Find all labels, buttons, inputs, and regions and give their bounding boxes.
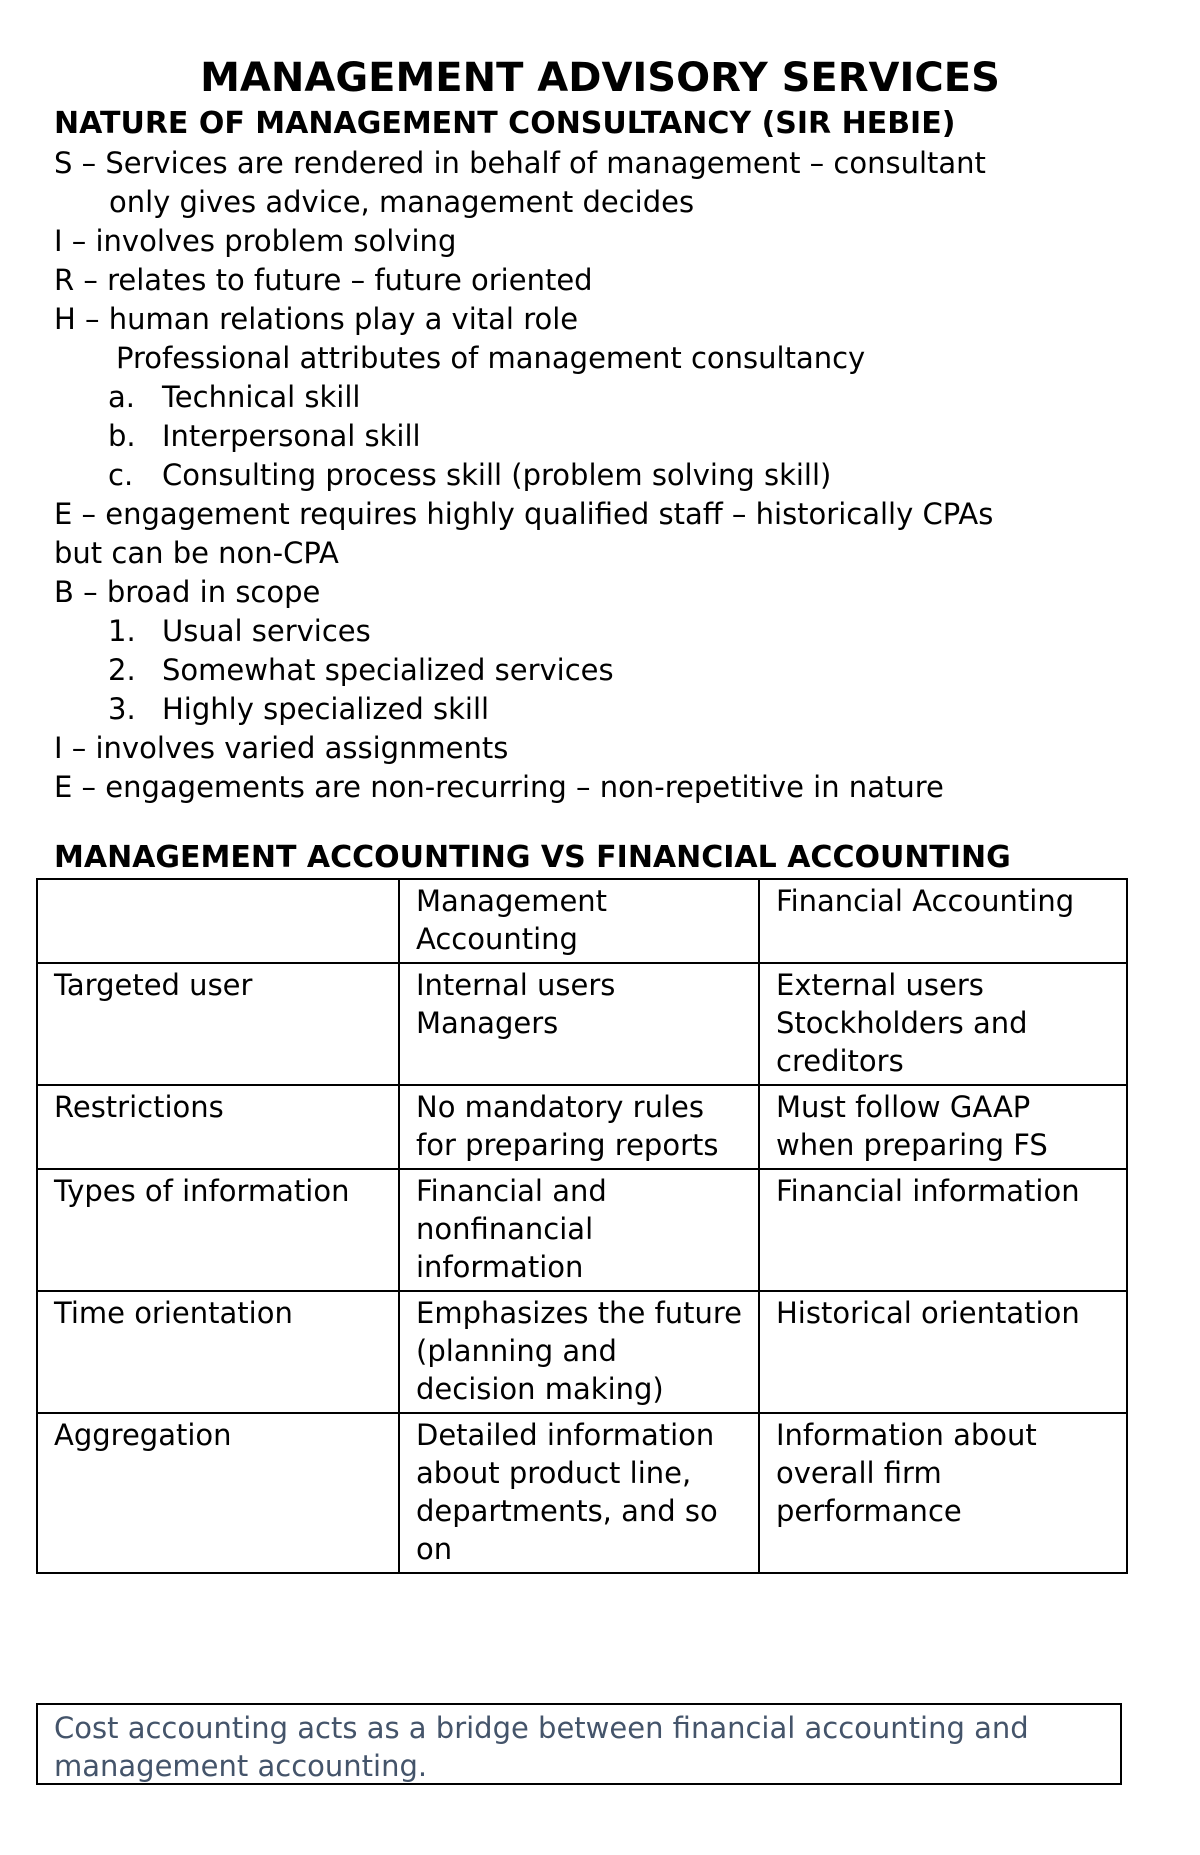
page-title: MANAGEMENT ADVISORY SERVICES bbox=[200, 55, 1000, 101]
management-cell bbox=[399, 1413, 759, 1573]
financial-cell bbox=[759, 1291, 1127, 1413]
list-item-text: Highly specialized skill bbox=[162, 692, 490, 726]
cell-line: Historical orientation bbox=[776, 1296, 1080, 1330]
cell-line: Financial information bbox=[776, 1174, 1080, 1208]
cell-line: Detailed information about product line, departments, and so on bbox=[416, 1418, 718, 1566]
management-cell bbox=[399, 963, 759, 1085]
cell-line: Stockholders and creditors bbox=[776, 1006, 1028, 1078]
financial-cell bbox=[759, 1169, 1127, 1291]
table-row bbox=[37, 1169, 1127, 1291]
list-item-text: Consulting process skill (problem solving skill) bbox=[162, 458, 832, 492]
table-row bbox=[37, 1413, 1127, 1573]
row-label: Restrictions bbox=[37, 1085, 399, 1169]
list-marker: a. bbox=[108, 380, 135, 414]
financial-cell bbox=[759, 1085, 1127, 1169]
list-marker: c. bbox=[108, 458, 134, 492]
list-item bbox=[54, 690, 1164, 729]
h-line: H – human relations play a vital role bbox=[54, 302, 579, 336]
table-row bbox=[37, 1085, 1127, 1169]
cell-line: Information about overall firm performance bbox=[776, 1418, 1037, 1528]
table-row bbox=[37, 963, 1127, 1085]
scope-list bbox=[54, 612, 1164, 729]
cell-line: Financial and nonfinancial information bbox=[416, 1174, 607, 1284]
attributes-heading: Professional attributes of management consultancy bbox=[116, 341, 866, 375]
list-item bbox=[54, 378, 1164, 417]
header-cell-empty bbox=[37, 879, 399, 963]
s-line: S – Services are rendered in behalf of management – consultant bbox=[54, 146, 986, 180]
cell-line: No mandatory rules for preparing reports bbox=[416, 1090, 719, 1162]
list-item-text: Interpersonal skill bbox=[162, 419, 421, 453]
header-cell-management: Management Accounting bbox=[399, 879, 759, 963]
attributes-list bbox=[54, 378, 1164, 495]
management-cell bbox=[399, 1085, 759, 1169]
cell-line: Internal users bbox=[416, 968, 616, 1002]
cost-accounting-note: Cost accounting acts as a bridge between financial accounting and management accounting. bbox=[36, 1703, 1122, 1785]
e-line-continuation: but can be non-CPA bbox=[54, 536, 339, 570]
financial-cell bbox=[759, 1413, 1127, 1573]
list-marker: 2. bbox=[108, 653, 136, 687]
financial-cell bbox=[759, 963, 1127, 1085]
list-item bbox=[54, 612, 1164, 651]
e-line: E – engagement requires highly qualified staff – historically CPAs bbox=[54, 497, 994, 531]
cell-line: Must follow GAAP when preparing FS bbox=[776, 1090, 1048, 1162]
row-label: Types of information bbox=[37, 1169, 399, 1291]
list-item bbox=[54, 417, 1164, 456]
b-line: B – broad in scope bbox=[54, 575, 321, 609]
list-item-text: Usual services bbox=[162, 614, 371, 648]
nature-section bbox=[54, 104, 1164, 807]
list-item-text: Somewhat specialized services bbox=[162, 653, 614, 687]
management-cell bbox=[399, 1291, 759, 1413]
table-row bbox=[37, 1291, 1127, 1413]
comparison-heading: MANAGEMENT ACCOUNTING VS FINANCIAL ACCOUNTING bbox=[54, 840, 1011, 875]
row-label: Aggregation bbox=[37, 1413, 399, 1573]
cell-line: Emphasizes the future (planning and decision making) bbox=[416, 1296, 742, 1406]
list-item bbox=[54, 456, 1164, 495]
list-item-text: Technical skill bbox=[162, 380, 361, 414]
list-marker: 1. bbox=[108, 614, 136, 648]
row-label: Time orientation bbox=[37, 1291, 399, 1413]
management-cell bbox=[399, 1169, 759, 1291]
nature-heading: NATURE OF MANAGEMENT CONSULTANCY (SIR HEBIE) bbox=[54, 106, 956, 141]
list-marker: b. bbox=[108, 419, 136, 453]
e2-line: E – engagements are non-recurring – non-repetitive in nature bbox=[54, 770, 944, 804]
comparison-table bbox=[36, 878, 1128, 1574]
r-line: R – relates to future – future oriented bbox=[54, 263, 593, 297]
i2-line: I – involves varied assignments bbox=[54, 731, 509, 765]
header-cell-financial: Financial Accounting bbox=[759, 879, 1127, 963]
i-line: I – involves problem solving bbox=[54, 224, 457, 258]
list-marker: 3. bbox=[108, 692, 136, 726]
list-item bbox=[54, 651, 1164, 690]
table-header-row bbox=[37, 879, 1127, 963]
cell-line: Managers bbox=[416, 1006, 559, 1040]
row-label: Targeted user bbox=[37, 963, 399, 1085]
s-line-continuation: only gives advice, management decides bbox=[109, 185, 695, 219]
cell-line: External users bbox=[776, 968, 984, 1002]
